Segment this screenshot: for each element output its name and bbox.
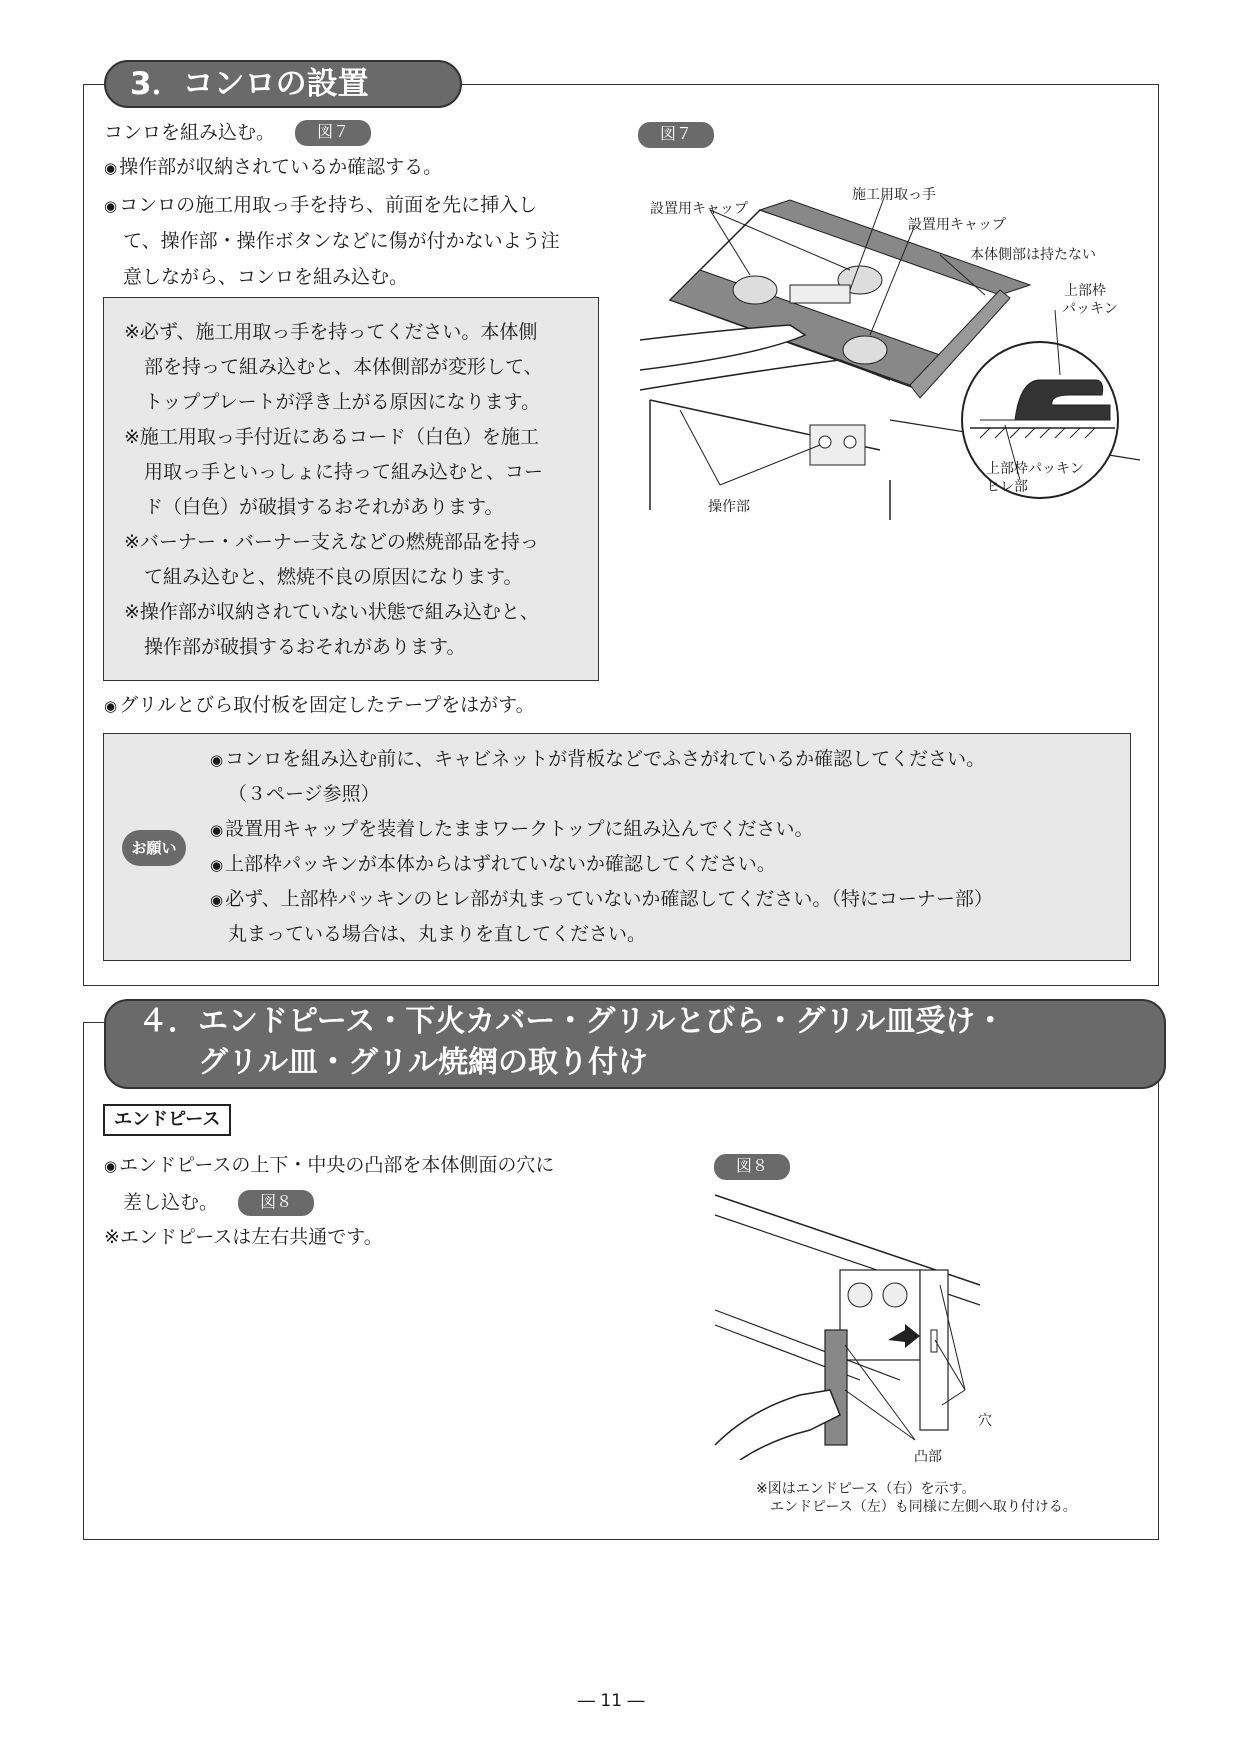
note-line: ※必ず、施工用取っ手を持ってください。本体側	[124, 321, 538, 343]
fig8-caption-2: エンドピース（左）も同様に左側へ取り付ける。	[770, 1499, 1077, 1515]
callout-packing-1: 上部枠	[1064, 283, 1106, 299]
endpiece-subheading: エンドピース	[103, 1104, 231, 1136]
bullet-icon: ◉	[210, 751, 224, 769]
bullet-icon: ◉	[210, 891, 224, 909]
section4-title-line2: グリル皿・グリル焼網の取り付け	[198, 1045, 648, 1080]
callout-packing-2: パッキン	[1062, 301, 1118, 317]
page-number: ― 11 ―	[578, 1691, 645, 1711]
intro-text: コンロを組み込む。	[104, 121, 276, 144]
bullet-text: 差し込む。	[123, 1191, 219, 1214]
callout-side-warning: 本体側部は持たない	[970, 247, 1096, 263]
bullet-text: グリルとびら取付板を固定したテープをはがす。	[119, 694, 535, 716]
section4-title-line1: ４．エンドピース・下火カバー・グリルとびら・グリル皿受け・	[138, 1004, 1006, 1039]
section4-bullet	[104, 1153, 554, 1178]
note-line: て組み込むと、燃焼不良の原因になります。	[144, 566, 523, 588]
section3-bullet-2-cont: 意しながら、コンロを組み込む。	[123, 266, 409, 288]
onegai-line	[210, 852, 776, 877]
section3-bullet-1	[104, 155, 442, 180]
section3-intro	[104, 120, 371, 146]
section4-title	[104, 999, 1166, 1089]
onegai-line	[210, 747, 985, 772]
section3-bullet-2-cont: て、操作部・操作ボタンなどに傷が付かないよう注	[123, 230, 560, 252]
bullet-icon: ◉	[104, 1157, 118, 1175]
onegai-line	[210, 817, 814, 842]
onegai-text: 上部枠パッキンが本体からはずれていないか確認してください。	[225, 853, 776, 875]
note-line: ※施工用取っ手付近にあるコード（白色）を施工	[124, 426, 539, 448]
callout-hole: 穴	[978, 1413, 992, 1429]
onegai-line: 丸まっている場合は、丸まりを直してください。	[228, 923, 647, 945]
onegai-text: 必ず、上部枠パッキンのヒレ部が丸まっていないか確認してください。（特にコーナー部）	[225, 888, 993, 910]
section4-bullet-cont	[123, 1190, 314, 1216]
bullet-text: エンドピースの上下・中央の凸部を本体側面の穴に	[119, 1154, 555, 1176]
onegai-text: 設置用キャップを装着したままワークトップに組み込んでください。	[225, 818, 814, 840]
section3-title: 3．コンロの設置	[104, 60, 462, 108]
bullet-icon: ◉	[104, 159, 118, 177]
callout-cap-left: 設置用キャップ	[650, 201, 748, 217]
callout-fin-1: 上部枠パッキン	[986, 461, 1084, 477]
callout-cap-right: 設置用キャップ	[908, 217, 1006, 233]
bullet-text: 操作部が収納されているか確認する。	[119, 156, 443, 178]
note-line: ド（白色）が破損するおそれがあります。	[144, 496, 504, 518]
note-line: 部を持って組み込むと、本体側部が変形して、	[144, 356, 543, 378]
fig8-ref-badge: 図８	[238, 1190, 314, 1216]
fig7-label-badge: 図７	[638, 122, 714, 148]
onegai-badge: お願い	[122, 830, 186, 866]
tape-bullet	[104, 693, 535, 718]
note-line: 操作部が破損するおそれがあります。	[144, 636, 466, 658]
section3-bullet-2	[104, 193, 537, 218]
bullet-icon: ◉	[104, 197, 118, 215]
callout-fin-2: ヒレ部	[986, 479, 1028, 495]
onegai-line: （３ページ参照）	[228, 783, 380, 805]
note-line: ※バーナー・バーナー支えなどの燃焼部品を持っ	[124, 531, 539, 553]
bullet-icon: ◉	[210, 821, 224, 839]
callout-control: 操作部	[708, 499, 750, 515]
fig7-ref-badge: 図７	[295, 120, 371, 146]
bullet-icon: ◉	[104, 697, 118, 715]
callout-boss: 凸部	[914, 1449, 942, 1465]
note-line: 用取っ手といっしょに持って組み込むと、コー	[144, 461, 544, 483]
callout-handle: 施工用取っ手	[852, 187, 936, 203]
onegai-text: コンロを組み込む前に、キャビネットが背板などでふさがれているか確認してください。	[225, 748, 986, 770]
fig8-label-badge: 図８	[714, 1154, 790, 1180]
note-line: ※操作部が収納されていない状態で組み込むと、	[124, 601, 539, 623]
section4-note: ※エンドピースは左右共通です。	[104, 1226, 383, 1248]
fig8-illustration	[710, 1190, 1010, 1460]
bullet-icon: ◉	[210, 856, 224, 874]
fig8-caption-1: ※図はエンドピース（右）を示す。	[756, 1481, 976, 1497]
bullet-text: コンロの施工用取っ手を持ち、前面を先に挿入し	[119, 194, 538, 216]
onegai-line	[210, 887, 993, 912]
note-line: トッププレートが浮き上がる原因になります。	[144, 391, 541, 413]
